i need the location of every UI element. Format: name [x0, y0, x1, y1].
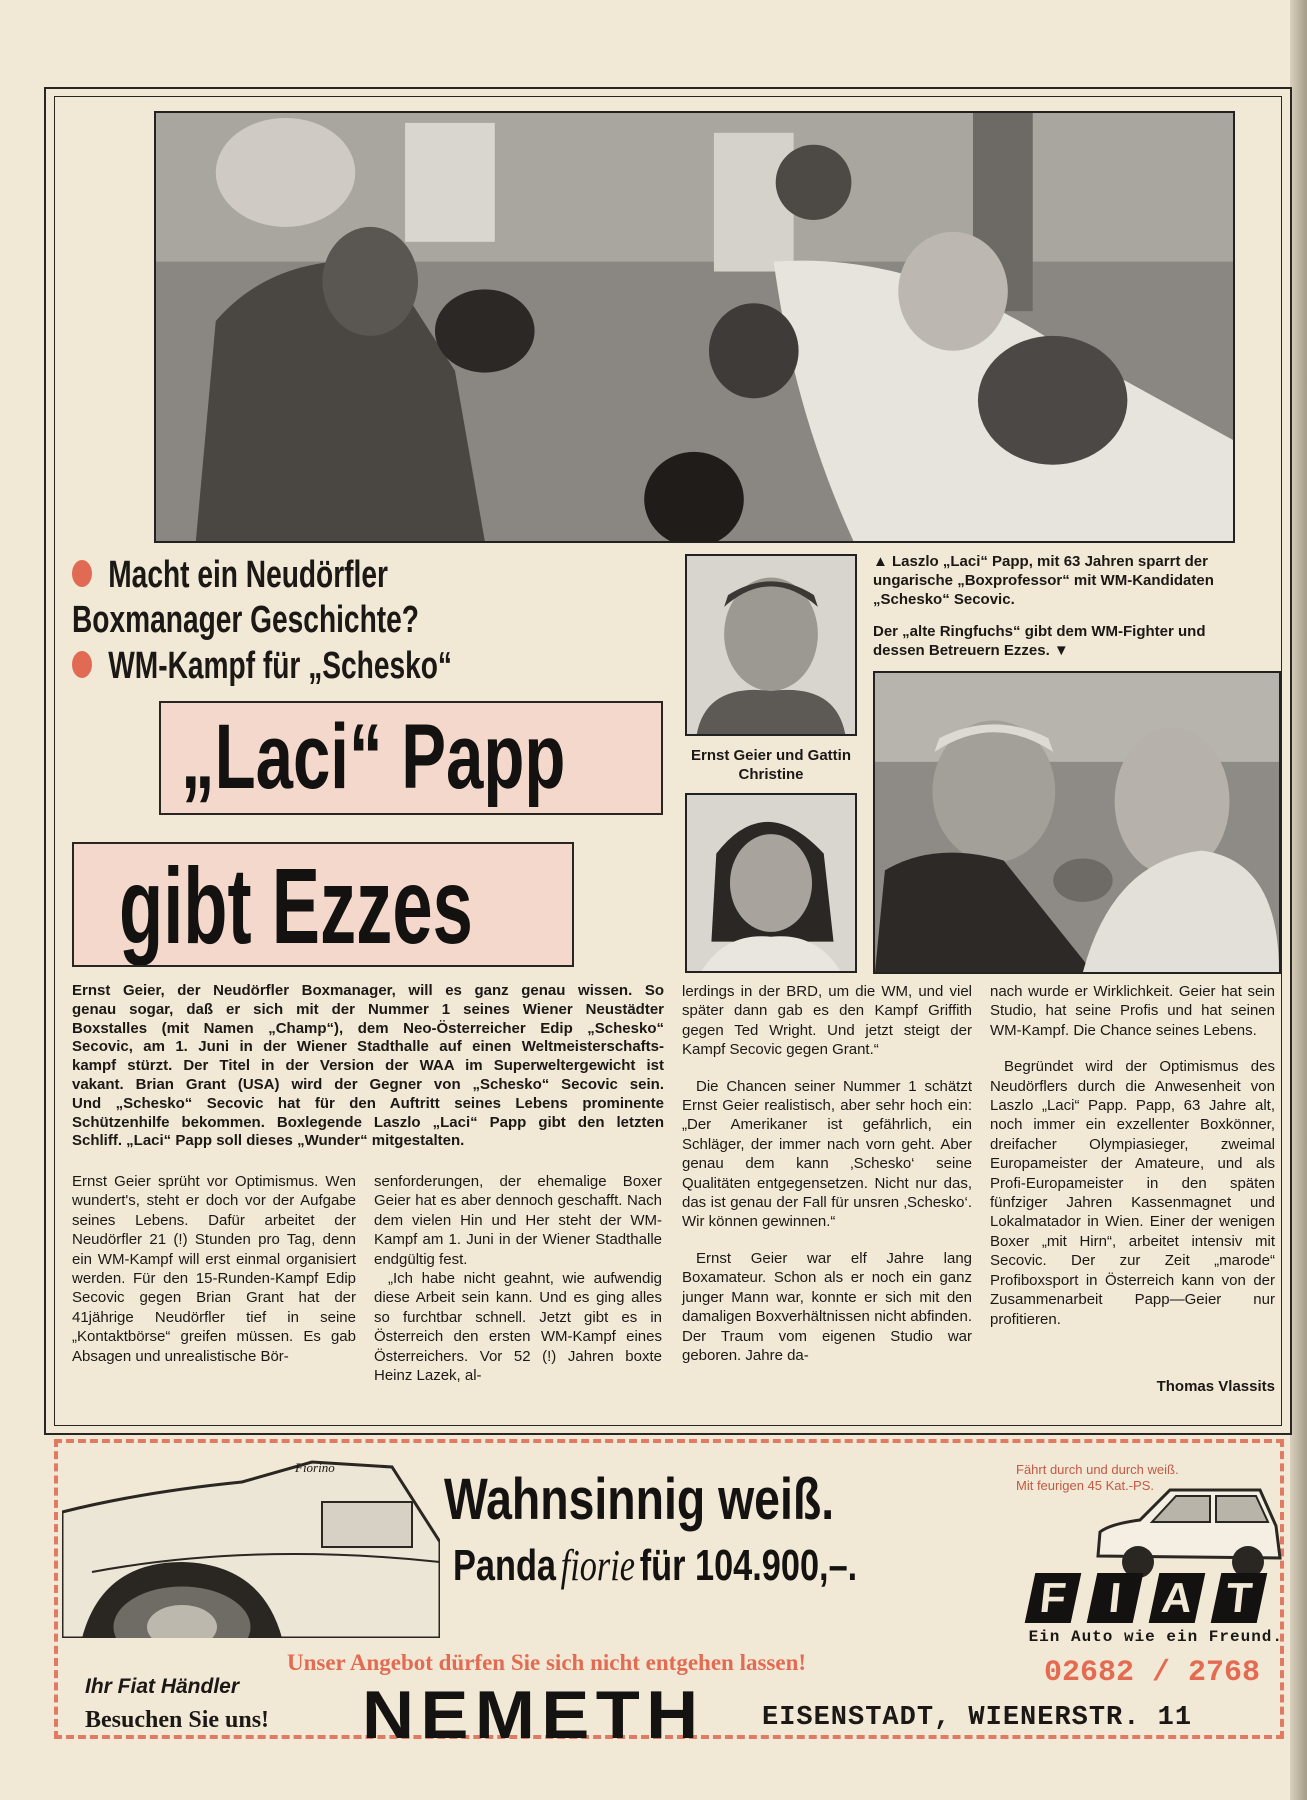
caption-ringfuchs: Der „alte Ringfuchs“ gibt dem WM-Fighter und dessen Betreuern Ezzes. ▼	[873, 623, 1206, 659]
sparring-photo	[154, 111, 1235, 543]
lead-line: Schliff. „Laci“ Papp soll dieses „Wunder“ mitgestalten.	[72, 1132, 465, 1150]
lead-line: kampf stürzt. Der Titel in der Version der WAA im Superweltergewicht ist	[72, 1057, 664, 1075]
kicker-2: Boxmanager Geschichte?	[72, 599, 419, 641]
article-column-3	[682, 982, 972, 1365]
col3-paragraph-1: lerdings in der BRD, um die WM, und viel später dann gab es den Kampf Griffith gegen Ted Wright. Und jetzt steigt der Kampf Secovic gegen Grant.“	[682, 983, 972, 1059]
dealer-phone: 02682 / 2768	[1044, 1656, 1261, 1690]
col2-paragraph-2: „Ich habe nicht geahnt, wie aufwendig diese Arbeit sein kann. Und es ging alles so furchtbar schnell. Jetzt gibt es in Österreich den ersten WM-Kampf eines Österreichers. Vor 52 (!) Jahren boxte Heinz Lazek, al-	[374, 1270, 662, 1385]
col2-paragraph-1: senforderungen, der ehemalige Boxer Geier hat es aber dennoch geschafft. Nach dem vielen Hin und Her steht der WM-Kampf am 1. Juni in der Wiener Stadthalle endgültig fest.	[374, 1173, 662, 1268]
gattin-christine-portrait	[685, 793, 857, 973]
page-binding-edge	[1290, 0, 1307, 1800]
col3-paragraph-2: Die Chancen seiner Nummer 1 schätzt Ernst Geier realistisch, aber sehr hoch ein: „Der Amerikaner ist gefährlich, ein Schläger, der immer nach vorn geht. Aber genau dem kann ‚Schesko‘ seine Qualitäten entgegensetzen. Nicht nur das, das ist genau der Fall für unsren ‚Schesko‘. Wir können gewinnen.“	[682, 1077, 972, 1231]
article-column-4	[990, 982, 1275, 1329]
headline-line-1: „Laci“ Papp	[181, 706, 566, 808]
lead-line: genau sogar, daß er sich mit der Nummer 1 seines Wiener Neustädter	[72, 1000, 664, 1018]
fiat-letter: A	[1159, 1574, 1195, 1621]
dealer-name: NEMETH	[362, 1677, 705, 1753]
col4-paragraph-1: nach wurde er Wirklichkeit. Geier hat sein Studio, hat seine Profis und hat seinen WM-Kampf. Die Chance seines Lebens.	[990, 983, 1275, 1039]
visit-us-text: Besuchen Sie uns!	[85, 1707, 270, 1733]
fiat-letter: F	[1037, 1574, 1069, 1621]
lead-line: Boxstalles (mit Namen „Champ“), dem Neo-Österreicher Edip „Schesko“	[72, 1019, 664, 1037]
lead-line: Und „Schesko“ Secovic hat für den Auftritt seines Lebens prominente	[72, 1094, 664, 1112]
article-column-2	[374, 1172, 662, 1385]
kicker-1-text: Macht ein Neudörfler	[108, 554, 388, 596]
ad-price-prefix: Panda	[453, 1541, 556, 1590]
lead-line: vakant. Brian Grant (USA) wird der Gegner von „Schesko“ Secovic sein.	[72, 1075, 664, 1093]
lead-line: Schützenhilfe bekommen. Boxlegende Laszlo „Laci“ Papp gibt den letzten	[72, 1113, 664, 1131]
panda-car-illustration	[1090, 1476, 1286, 1588]
fiat-logo	[1022, 1573, 1280, 1623]
ad-price-script: fiorie	[560, 1541, 636, 1590]
caption-main-photo: ▲ Laszlo „Laci“ Papp, mit 63 Jahren sparrt der ungarische „Boxprofessor“ mit WM-Kandidaten „Schesko“ Secovic.	[873, 553, 1214, 608]
fiorino-car-illustration	[62, 1452, 440, 1638]
fiat-logo-tile	[1211, 1573, 1268, 1623]
fiat-letter: T	[1223, 1574, 1255, 1621]
bullet-2	[72, 651, 92, 678]
col3-paragraph-3: Ernst Geier war elf Jahre lang Boxamateur. Schon als er noch ein ganz junger Mann war, konnte er sich mit den damaligen Boxverhältnissen nicht abfinden. Der Traum vom eigenen Studio war geboren. Jahre da-	[682, 1249, 972, 1364]
lead-line: Secovic, am 1. Juni in der Wiener Stadthalle auf einen Weltmeisterschafts-	[72, 1038, 664, 1056]
ad-headline: Wahnsinnig weiß.	[444, 1467, 835, 1532]
ad-offer-line: Unser Angebot dürfen Sie sich nicht entgehen lassen!	[287, 1650, 807, 1675]
kicker-1	[72, 553, 388, 597]
papp-advising-photo	[873, 671, 1281, 974]
kicker-3-text: WM-Kampf für „Schesko“	[108, 645, 452, 687]
lead-line: Ernst Geier, der Neudörfler Boxmanager, will es ganz genau wissen. So	[72, 982, 664, 999]
ad-price-suffix: für 104.900,–.	[639, 1541, 858, 1590]
fiat-letter: I	[1106, 1574, 1124, 1621]
headline-box-1	[159, 701, 663, 815]
headline-line-2: gibt Ezzes	[119, 845, 473, 966]
headline-box-2	[72, 842, 574, 967]
dealer-address: EISENSTADT, WIENERSTR. 11	[762, 1703, 1193, 1733]
fiat-logo-tile	[1087, 1573, 1144, 1623]
ad-note: Fährt durch und durch weiß. Mit feurigen 45 Kat.-PS.	[1016, 1462, 1179, 1493]
dealer-label: Ihr Fiat Händler	[85, 1675, 240, 1698]
fiat-logo-tile	[1025, 1573, 1082, 1623]
lead-paragraph	[72, 982, 664, 1151]
caption-geier: Ernst Geier und Gattin Christine	[690, 747, 852, 783]
col1-paragraph: Ernst Geier sprüht vor Optimismus. Wen wundert's, steht er doch vor der Aufgabe seines Lebens. Dafür arbeitet der Neudörfler 21 (!) Stunden pro Tag, denn ein WM-Kampf will erst einmal organisiert werden. Für den 15-Runden-Kampf Edip Secovic gegen Brian Grant hat der 41jährige Neudörfler tief in seine „Kontaktbörse“ greifen müssen. Es gab Absagen und unrealistische Bör-	[72, 1173, 356, 1365]
fiat-logo-tile	[1149, 1573, 1206, 1623]
col4-paragraph-2: Begründet wird der Optimismus des Neudörflers durch die Anwesenheit von Laszlo „Laci“ Papp. Papp, 63 Jahre alt, noch immer ein exzellenter Boxkönner, dreifacher Olympiasieger, zweimal Europameister der Amateure, und als Profi-Europameister in den späten fünfziger Jahren Kassenmagnet und Lokalmatador in Wien. Einer der wenigen Boxer „mit Hirn“, arbeitet intensiv mit Secovic. Der zur Zeit „marode“ Profiboxsport in Österreich kann von der Zusammenarbeit Papp—Geier nur profitieren.	[990, 1058, 1275, 1328]
fiat-slogan: Ein Auto wie ein Freund.	[1028, 1628, 1283, 1646]
ernst-geier-portrait	[685, 554, 857, 736]
ad-price-line	[453, 1541, 857, 1591]
article-column-1	[72, 1172, 356, 1366]
author-byline: Thomas Vlassits	[1156, 1378, 1275, 1395]
fiorino-script-label: Fiorino	[295, 1460, 335, 1475]
bullet-1	[72, 560, 92, 587]
kicker-3	[72, 644, 452, 688]
